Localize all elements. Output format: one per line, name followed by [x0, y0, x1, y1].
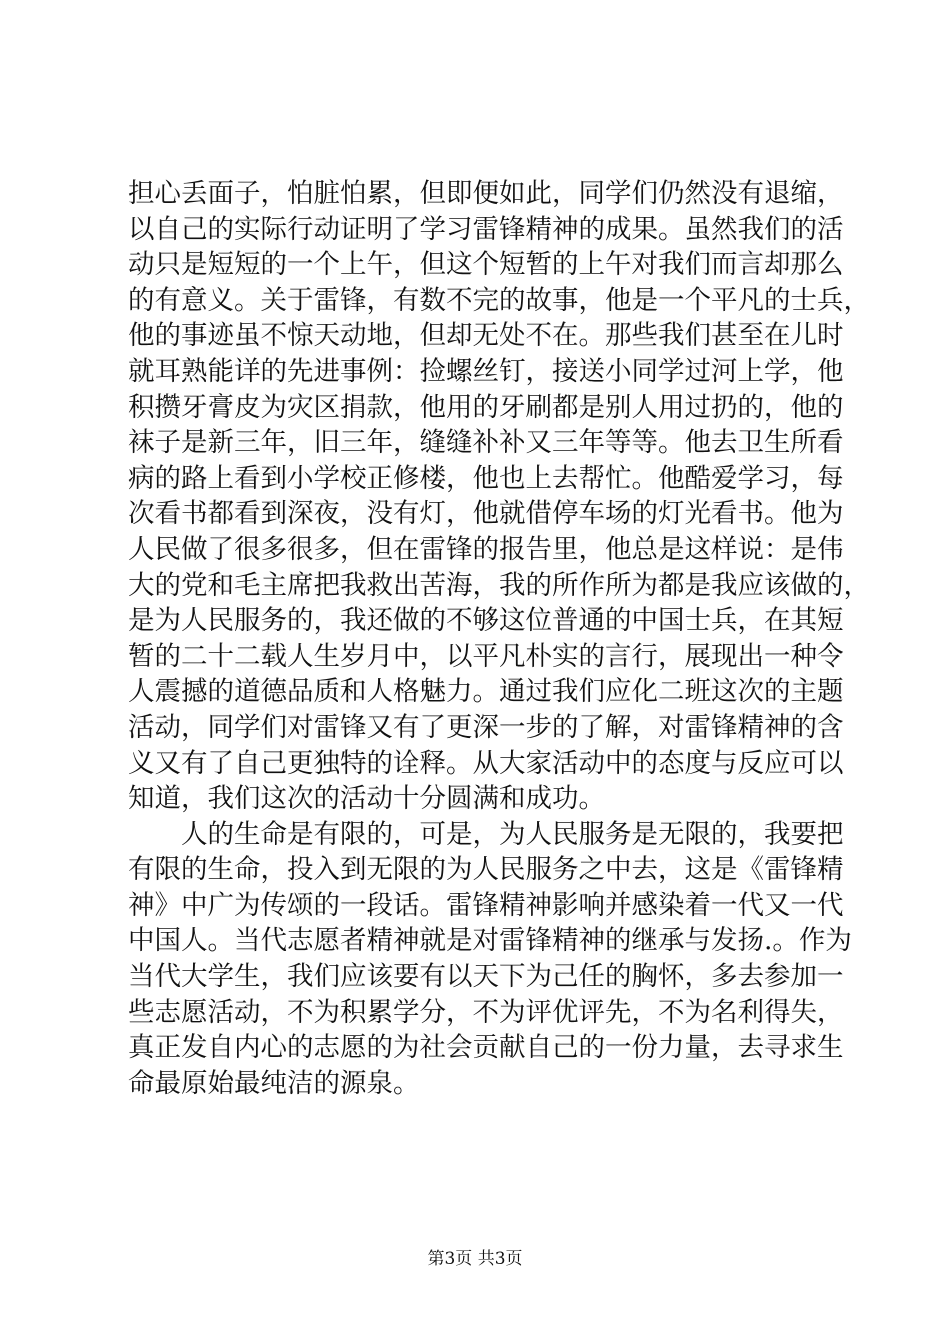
paragraph-2	[128, 817, 852, 1102]
paragraph-1	[128, 176, 870, 817]
text-line: 活动，同学们对雷锋又有了更深一步的了解，对雷锋精神的含	[128, 711, 844, 743]
text-line: 的有意义。关于雷锋，有数不完的故事，他是一个平凡的士兵，	[128, 284, 870, 316]
text-line: 动只是短短的一个上午，但这个短暂的上午对我们而言却那么	[128, 249, 844, 281]
text-line: 次看书都看到深夜，没有灯，他就借停车场的灯光看书。他为	[128, 498, 844, 530]
text-line: 神》中广为传颂的一段话。雷锋精神影响并感染着一代又一代	[128, 889, 844, 921]
text-line: 病的路上看到小学校正修楼，他也上去帮忙。他酷爱学习，每	[128, 462, 844, 494]
text-line: 大的党和毛主席把我救出苦海，我的所作所为都是我应该做的，	[128, 569, 870, 601]
text-line: 当代大学生，我们应该要有以天下为己任的胸怀，多去参加一	[128, 961, 844, 993]
text-line: 是为人民服务的，我还做的不够这位普通的中国士兵，在其短	[128, 605, 844, 637]
text-line: 些志愿活动，不为积累学分，不为评优评先，不为名利得失，	[128, 996, 844, 1028]
text-line: 暂的二十二载人生岁月中，以平凡朴实的言行，展现出一种令	[128, 640, 844, 672]
text-line: 知道，我们这次的活动十分圆满和成功。	[128, 783, 605, 815]
text-line: 义又有了自己更独特的诠释。从大家活动中的态度与反应可以	[128, 747, 844, 779]
text-line: 他的事迹虽不惊天动地，但却无处不在。那些我们甚至在儿时	[128, 320, 844, 352]
document-body	[128, 176, 870, 1101]
text-line: 中国人。当代志愿者精神就是对雷锋精神的继承与发扬.。作为	[128, 925, 852, 957]
text-line: 就耳熟能详的先进事例：捡螺丝钉，接送小同学过河上学，他	[128, 355, 844, 387]
text-line: 有限的生命，投入到无限的为人民服务之中去，这是《雷锋精	[128, 854, 844, 886]
page-number-label: 第3页 共3页	[427, 1249, 523, 1269]
text-line: 人民做了很多很多，但在雷锋的报告里，他总是这样说：是伟	[128, 533, 844, 565]
text-line: 人震撼的道德品质和人格魅力。通过我们应化二班这次的主题	[128, 676, 844, 708]
text-line: 积攒牙膏皮为灾区捐款，他用的牙刷都是别人用过扔的，他的	[128, 391, 844, 423]
text-line: 人的生命是有限的，可是，为人民服务是无限的，我要把	[181, 818, 844, 850]
text-line: 担心丢面子，怕脏怕累，但即便如此，同学们仍然没有退缩，	[128, 178, 844, 209]
text-line: 以自己的实际行动证明了学习雷锋精神的成果。虽然我们的活	[128, 213, 844, 245]
text-line: 命最原始最纯洁的源泉。	[128, 1067, 420, 1099]
text-line: 真正发自内心的志愿的为社会贡献自己的一份力量，去寻求生	[128, 1032, 844, 1064]
page-footer	[0, 1244, 950, 1269]
text-line: 袜子是新三年，旧三年，缝缝补补又三年等等。他去卫生所看	[128, 427, 844, 459]
